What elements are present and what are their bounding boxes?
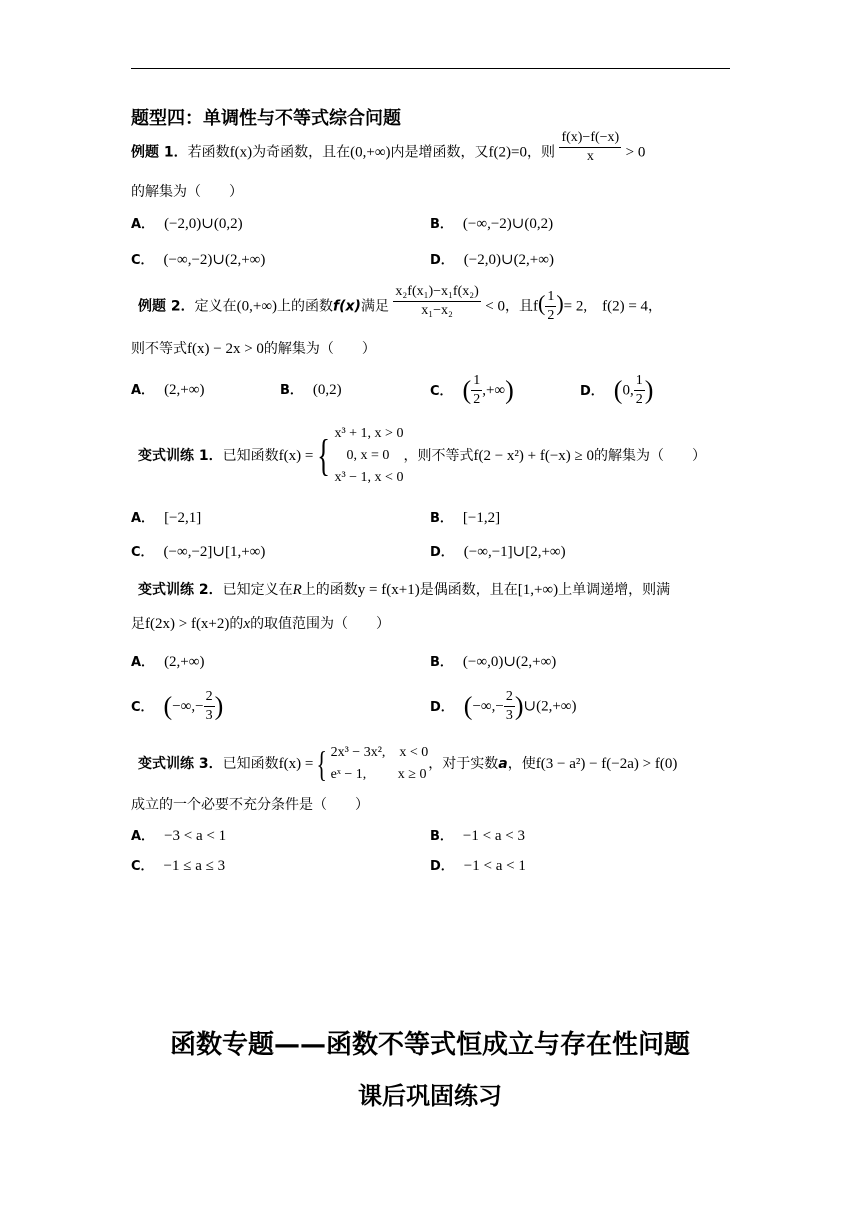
fraction-numerator: 1	[545, 288, 556, 307]
example-2-option-c: C． ( $\frac{1}{2}$ ,+∞)	[430, 373, 514, 407]
example-2-text: 上的函数	[277, 298, 334, 315]
variant-1-math: f(2 − x²) + f(−x) ≥ 0	[473, 448, 595, 464]
example-1-option-c	[131, 250, 265, 271]
option-label: D．	[430, 859, 454, 874]
example-2-text: 定义在	[194, 298, 237, 315]
fraction-numerator: x₂f(x₁)−x₁f(x₂)	[393, 283, 480, 302]
case-line: 0, x = 0	[346, 448, 390, 463]
option-label: B．	[430, 829, 453, 844]
fraction-denominator: 2	[635, 392, 643, 407]
option-fraction	[204, 688, 215, 725]
variant-2-text: 足	[131, 616, 145, 632]
example-1-line2: 的解集为（ ）	[131, 184, 243, 200]
option-value: (−2,0)∪(0,2)	[164, 216, 243, 232]
fraction-denominator: 2	[473, 392, 481, 407]
example-2-text: 则不等式	[131, 341, 187, 357]
option-label: A．	[131, 511, 155, 526]
fraction-denominator: 3	[505, 708, 513, 723]
example-2-line2	[131, 339, 376, 359]
example-1-math: f(2)=0	[488, 144, 527, 161]
option-label: C．	[131, 545, 154, 560]
variant-2-math: R	[292, 582, 302, 598]
example-1-label: 例题 1．	[131, 144, 188, 161]
example-2-option-b	[280, 380, 342, 401]
example-2-option-a	[131, 380, 204, 401]
example-1-math: f(x)	[229, 144, 253, 161]
variant-1-math: f(x) =	[278, 448, 314, 464]
fraction-denominator: x	[586, 149, 594, 164]
variant-3-option-b	[430, 826, 525, 847]
variant-1-label: 变式训练 1．	[138, 448, 223, 464]
variant-2-text: 是偶函数，且在	[419, 582, 518, 598]
variant-1-option-b	[430, 508, 500, 529]
option-label: C．	[131, 253, 154, 268]
option-value: ∪(2,+∞)	[523, 698, 577, 715]
option-value: (−∞,−1]∪[2,+∞)	[463, 544, 566, 560]
option-fraction	[634, 372, 645, 409]
variant-2-option-b	[430, 652, 556, 673]
variant-2-math: [1,+∞)	[517, 582, 559, 598]
example-2-label: 例题 2．	[138, 298, 195, 315]
option-value: (2,+∞)	[164, 382, 205, 398]
option-value: +∞	[485, 382, 506, 399]
variant-1-stem: 变式训练 1．已知函数f(x) ={ x³ + 1, x > 0 0, x = 0 x³ − 1, x < 0 ，则不等式f(2 − x²) + f(−x) ≥ 0的解集为（ ）	[138, 423, 706, 489]
option-label: D．	[430, 699, 454, 715]
example-2-math: f(x) − 2x > 0	[187, 341, 264, 357]
section-title: 题型四：单调性与不等式综合问题	[131, 108, 401, 129]
example-1-option-d	[430, 250, 554, 271]
option-value: (0,2)	[312, 382, 342, 398]
variant-1-text: ，则不等式	[403, 448, 474, 464]
variant-3-text: 已知函数	[222, 756, 279, 772]
case-line: x³ + 1, x > 0	[334, 426, 404, 441]
variant-3-option-a	[131, 826, 226, 847]
option-label: B．	[280, 383, 303, 398]
example-2-option-d: D． (0, $\frac{1}{2}$ )	[580, 373, 654, 407]
example-2-text: 满足	[360, 298, 389, 315]
example-1-math: > 0	[625, 144, 646, 161]
variant-3-option-d	[430, 856, 526, 877]
example-2-math: (0,+∞)	[236, 298, 278, 315]
variant-2-line2	[131, 614, 390, 634]
example-2-math: < 0	[485, 298, 505, 315]
variant-3-stem: 变式训练 3．已知函数f(x) ={ 2x³ − 3x², x < 0 eˣ − 1, x ≥ 0 ，对于实数a，使f(3 − a²) − f(−2a) > f(0)	[138, 744, 678, 784]
option-label: D．	[430, 545, 454, 560]
option-label: C．	[131, 699, 154, 715]
variant-1-text: 的解集为（ ）	[594, 448, 707, 464]
option-value: −1 < a < 3	[462, 828, 525, 844]
example-2-math: f	[532, 298, 538, 315]
variant-1-option-c	[131, 542, 265, 563]
option-value: (−∞,−2)∪(0,2)	[462, 216, 554, 232]
option-value: [−1,2]	[462, 510, 501, 526]
fraction-numerator: 1	[634, 372, 645, 391]
option-label: A．	[131, 655, 155, 670]
variant-3-text: ，使	[507, 756, 536, 772]
option-label: B．	[430, 655, 453, 670]
option-value: (−2,0)∪(2,+∞)	[463, 252, 554, 268]
example-1-text: ，则	[526, 144, 555, 161]
option-value: [−2,1]	[164, 510, 202, 526]
example-2-fx: f(x)	[333, 298, 361, 315]
variant-2-text: 上单调递增，则满	[558, 582, 671, 598]
example-2-text: 的解集为（ ）	[263, 341, 376, 357]
option-value: (−∞,−2)∪(2,+∞)	[163, 252, 266, 268]
example-1-fraction	[559, 129, 621, 166]
example-2-text: ，且	[504, 298, 533, 315]
example-2-stem: 例题 2．定义在(0,+∞)上的函数f(x)满足 $\frac{\text{x₂f(x₁)−x₁f(x₂)}}{\text{x₁−x₂}}$ < 0，且f( $\frac{1}{2}$ )= 2, f(2) = 4，	[138, 284, 663, 323]
variant-3-option-c	[131, 856, 225, 877]
fraction-denominator: x₁−x₂	[421, 303, 453, 318]
variant-1-option-a	[131, 508, 201, 529]
option-label: D．	[580, 383, 604, 399]
variant-1-cases	[334, 423, 403, 489]
option-label: B．	[430, 511, 453, 526]
example-1-text: 内是增函数，又	[390, 144, 489, 161]
example-2-text: ，	[648, 298, 663, 315]
option-fraction	[471, 372, 482, 409]
variant-3-label: 变式训练 3．	[138, 756, 223, 772]
option-label: C．	[430, 383, 453, 399]
variant-2-math: f(2x) > f(x+2)	[145, 616, 230, 632]
example-1-stem	[131, 130, 646, 166]
variant-2-text: 的	[229, 616, 244, 632]
example-1-text: 为奇函数，且在	[252, 144, 351, 161]
example-1-text: 若函数	[187, 144, 230, 161]
chapter-subtitle: 课后巩固练习	[358, 1082, 502, 1110]
option-label: B．	[430, 217, 453, 232]
fraction-numerator: 2	[504, 688, 515, 707]
option-value: −1 ≤ a ≤ 3	[163, 858, 226, 874]
option-value: −∞,−	[172, 698, 204, 715]
option-value: 0,	[622, 382, 634, 399]
case-line: x³ − 1, x < 0	[334, 470, 404, 485]
example-2-fraction	[393, 283, 480, 320]
example-2-half	[545, 288, 556, 325]
fraction-numerator: 2	[204, 688, 215, 707]
variant-2-option-c: C． (−∞,− $\frac{2}{3}$ )	[131, 689, 224, 723]
fraction-denominator: 2	[547, 308, 555, 323]
fraction-denominator: 3	[205, 708, 213, 723]
fraction-numerator: 1	[471, 372, 482, 391]
variant-3-text: ，对于实数	[428, 756, 499, 772]
variant-2-stem	[138, 580, 670, 600]
option-label: A．	[131, 829, 155, 844]
example-1-option-b	[430, 214, 553, 235]
fraction-numerator: f(x)−f(−x)	[559, 129, 621, 148]
option-value: −∞,−	[472, 698, 504, 715]
variant-2-option-d: D． (−∞,− $\frac{2}{3}$ )∪(2,+∞)	[430, 689, 577, 723]
option-value: (−∞,−2]∪[1,+∞)	[163, 544, 266, 560]
option-label: C．	[131, 859, 154, 874]
example-2-math: = 2, f(2) = 4	[563, 298, 649, 315]
option-fraction	[504, 688, 515, 725]
chapter-title: 函数专题——函数不等式恒成立与存在性问题	[169, 1030, 690, 1060]
variant-1-text: 已知函数	[222, 448, 279, 464]
example-1-math: (0,+∞)	[350, 144, 391, 161]
variant-3-math: f(3 − a²) − f(−2a) > f(0)	[535, 756, 678, 772]
variant-1-option-d	[430, 542, 566, 563]
option-value: −1 < a < 1	[463, 858, 526, 874]
header-rule	[131, 68, 730, 69]
case-line: 2x³ − 3x², x < 0	[330, 745, 429, 760]
option-label: A．	[131, 383, 155, 398]
variant-3-line2: 成立的一个必要不充分条件是（ ）	[131, 797, 369, 813]
variant-2-text: 上的函数	[301, 582, 358, 598]
variant-2-math: y = f(x+1)	[357, 582, 420, 598]
variant-3-math: f(x) =	[278, 756, 314, 772]
option-value: −3 < a < 1	[164, 828, 227, 844]
variant-2-option-a	[131, 652, 204, 673]
option-label: A．	[131, 217, 155, 232]
variant-2-label: 变式训练 2．	[138, 582, 223, 598]
variant-2-math: x	[243, 616, 251, 632]
option-value: (−∞,0)∪(2,+∞)	[462, 654, 557, 670]
case-line: eˣ − 1, x ≥ 0	[330, 767, 427, 782]
example-1-option-a	[131, 214, 243, 235]
option-label: D．	[430, 253, 454, 268]
variant-3-cases	[331, 742, 429, 786]
variant-3-math: a	[498, 756, 508, 772]
variant-2-text: 的取值范围为（ ）	[250, 616, 391, 632]
option-value: (2,+∞)	[164, 654, 205, 670]
variant-2-text: 已知定义在	[222, 582, 293, 598]
